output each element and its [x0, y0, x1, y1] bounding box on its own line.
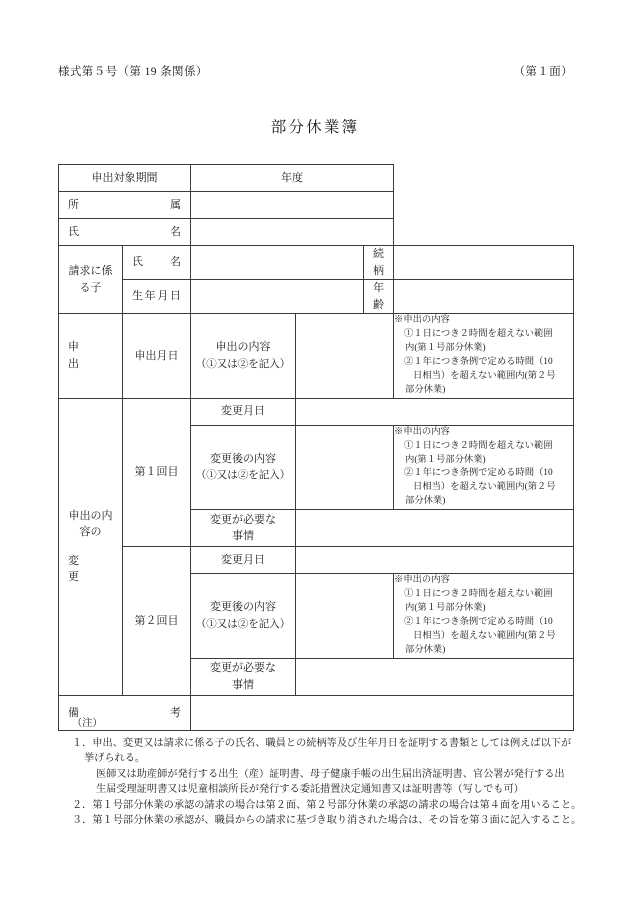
- table-row-name: [59, 219, 574, 246]
- footnotes-list: [58, 736, 588, 829]
- application-date-label: 申出月日: [123, 314, 191, 399]
- child-age-input-cell[interactable]: [394, 280, 574, 314]
- application-label: 申 出: [59, 314, 123, 399]
- footnote-item: ２．第１号部分休業の承認の請求の場合は第２面、第２号部分休業の承認の請求の場合は第４面を用いること。: [72, 799, 582, 811]
- spacer-cell-period: [394, 165, 574, 192]
- change1-date-input-cell[interactable]: [296, 398, 574, 425]
- footnote-item: １．申出、変更又は請求に係る子の氏名、職員との続柄等及び生年月日を証明する書類としては例えば以下が 挙げられる。 医師又は助産師が発行する出生（産）証明書、母子健康手帳の出生届出済証明書、官公署が発行する出 生届受理証明書又は児童相談所長が発行する委託措置決定通知書又は証明書等（写しでも可）: [72, 737, 572, 795]
- table-row-period: [59, 165, 574, 192]
- affiliation-input-cell[interactable]: [191, 192, 394, 219]
- page-side-label: （第１面）: [513, 66, 573, 78]
- change1-note-block: ※申出の内容 ①１日につき２時間を超えない範囲 内(第１号部分休業) ②１年につき条例で定める時間（10 日相当）を超えない範囲内(第２号 部分休業): [394, 425, 574, 510]
- child-age-label: 年 齢: [364, 280, 394, 314]
- change2-date-input-cell[interactable]: [296, 547, 574, 574]
- form-table: [58, 164, 574, 731]
- change2-reason-input-cell[interactable]: [296, 658, 574, 695]
- table-row-child-name: [59, 246, 574, 280]
- name-input-cell[interactable]: [191, 219, 394, 246]
- footnotes: [58, 716, 588, 829]
- table-row-application: [59, 314, 574, 399]
- change2-reason-label: 変更が必要な 事情: [191, 658, 296, 695]
- name-label: 氏 名: [59, 219, 191, 246]
- change1-entry-cell[interactable]: [296, 425, 394, 510]
- period-value: 年度: [281, 171, 304, 184]
- change1-date-label: 変更月日: [191, 398, 296, 425]
- change-label: 申出の内容の 変 更: [59, 398, 123, 695]
- first-time-label: 第１回目: [123, 398, 191, 547]
- footnotes-heading: （注）: [72, 718, 103, 729]
- table-row-affiliation: [59, 192, 574, 219]
- period-label: 申出対象期間: [59, 165, 191, 192]
- table-row-change1-date: [59, 398, 574, 425]
- child-birthdate-label: 生年月日: [123, 280, 191, 314]
- period-value-cell[interactable]: [191, 165, 394, 192]
- form-number: 様式第５号（第 19 条関係）: [58, 66, 208, 78]
- table-row-change2-date: [59, 547, 574, 574]
- spacer-cell-affiliation: [394, 192, 574, 219]
- change1-content-label: 変更後の内容 （①又は②を記入）: [191, 425, 296, 510]
- change1-reason-label: 変更が必要な 事情: [191, 510, 296, 547]
- remarks-label: 備 考: [59, 695, 191, 730]
- change1-reason-input-cell[interactable]: [296, 510, 574, 547]
- child-relation-label: 続 柄: [364, 246, 394, 280]
- child-name-label: 氏 名: [123, 246, 191, 280]
- header: [58, 63, 573, 79]
- application-content-label: 申出の内容 （①又は②を記入）: [191, 314, 296, 399]
- change2-entry-cell[interactable]: [296, 574, 394, 659]
- child-birthdate-input-cell[interactable]: [191, 280, 364, 314]
- child-label: 請求に係る子: [59, 246, 123, 314]
- application-entry-cell[interactable]: [296, 314, 394, 399]
- change2-date-label: 変更月日: [191, 547, 296, 574]
- page-title: 部分休業簿: [270, 119, 360, 136]
- child-relation-input-cell[interactable]: [394, 246, 574, 280]
- child-name-input-cell[interactable]: [191, 246, 364, 280]
- table-row-child-birth: [59, 280, 574, 314]
- application-note-block: ※申出の内容 ①１日につき２時間を超えない範囲 内(第１号部分休業) ②１年につき条例で定める時間（10 日相当）を超えない範囲内(第２号 部分休業): [394, 314, 574, 399]
- footnote-item: ３．第１号部分休業の承認が、職員からの請求に基づき取り消された場合は、その旨を第３面に記入すること。: [72, 815, 582, 826]
- second-time-label: 第２回目: [123, 547, 191, 696]
- change2-content-label: 変更後の内容 （①又は②を記入）: [191, 574, 296, 659]
- change2-note-block: ※申出の内容 ①１日につき２時間を超えない範囲 内(第１号部分休業) ②１年につき条例で定める時間（10 日相当）を超えない範囲内(第２号 部分休業): [394, 574, 574, 659]
- spacer-cell-name: [394, 219, 574, 246]
- affiliation-label: 所 属: [59, 192, 191, 219]
